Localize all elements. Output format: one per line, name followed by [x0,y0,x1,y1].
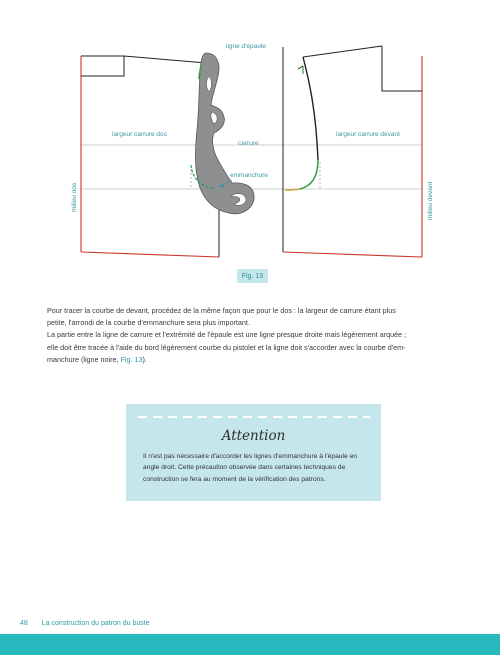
front-shoulder-line [303,46,382,57]
attention-box [126,404,381,501]
body-line-2: petite, l'arrondi de la courbe d'emmanchure sera plus important. [47,318,250,328]
label-milieu-dos: milieu dos [71,182,78,212]
label-carrure: carrure [238,140,259,147]
attention-title: Attention [221,428,286,444]
pattern-diagram [0,0,500,265]
body-line-1: Pour tracer la courbe de devant, procédez de la même façon que pour le dos : la largeur de carrure étant plus [47,306,396,315]
front-shoulder-marker [298,66,303,69]
label-milieu-devant: milieu devant [427,181,434,220]
french-curve [195,53,254,214]
body-line-5-prefix: manchure (ligne noire, [47,354,121,364]
chapter-title: La construction du patron du buste [41,620,150,627]
attention-text: Il n'est pas nécessaire d'accorder les lignes d'emmanchure à l'épaule en angle droit. Cette précaution observée dans certaines techniques de construction se fera au moment de la vérification des patrons. [143,453,358,483]
label-ligne-epaule: ligne d'épaule [226,43,266,50]
footer [20,620,150,627]
label-largeur-carrure-devant: largeur carrure devant [336,131,400,138]
front-armhole-green [300,160,318,189]
figure-caption: Fig. 13 [237,269,268,283]
body-paragraph [47,305,465,366]
back-hem-line [81,252,219,257]
figure-reference-link[interactable]: Fig. 13 [120,354,143,364]
french-curve-hole [207,77,212,91]
front-neckline [382,46,422,91]
label-largeur-carrure-dos: largeur carrure dos [112,131,167,138]
back-shoulder-line [124,56,206,63]
footer-bar [0,634,500,655]
page-number: 48 [20,620,28,627]
back-neckline [81,56,124,76]
body-line-5-suffix: ). [142,354,147,364]
body-line-4: elle doit être tracée à l'aide du bord légèrement courbe du pistolet et la ligne doit s'accorder avec la courbe d'em- [47,342,406,352]
attention-dashes [138,416,370,418]
label-emmanchure: emmanchure [230,172,268,179]
front-armhole-black [303,57,318,160]
front-hem-line [283,252,422,257]
body-line-3: La partie entre la ligne de carrure et l'extrémité de l'épaule est une ligne presque droite mais légèrement arquée ; [47,330,407,340]
